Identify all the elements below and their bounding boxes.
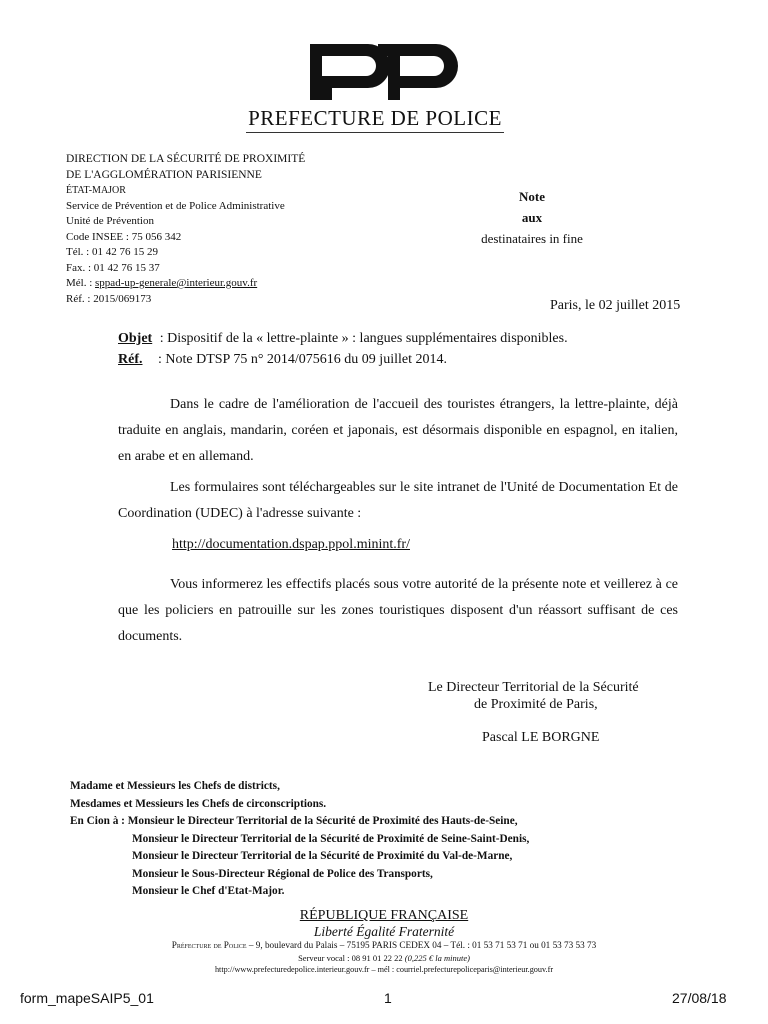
recipients-circonscriptions: Mesdames et Messieurs les Chefs de circonscriptions.	[70, 797, 327, 810]
fax: Fax. : 01 42 76 15 37	[66, 261, 160, 274]
objet-text: : Dispositif de la « lettre-plainte » : langues supplémentaires disponibles.	[159, 331, 568, 346]
signature-title-2: de Proximité de Paris,	[474, 697, 598, 712]
signatory-name: Pascal LE BORGNE	[482, 730, 600, 745]
copy-line-1	[70, 813, 529, 831]
serveur-vocal: Serveur vocal : 08 91 01 22 22	[298, 953, 403, 963]
serveur-price: (0,225 € la minute)	[404, 953, 470, 963]
paragraph-1: Dans le cadre de l'amélioration de l'accueil des touristes étrangers, la lettre-plainte, déjà traduite en anglais, mandarin, coréen et japonais, est désormais disponible en espagnol, en italien, en arabe et en allemand.	[118, 397, 678, 464]
form-identifier: form_mapeSAIP5_01	[20, 990, 154, 1006]
objet-line	[118, 328, 568, 349]
email-line	[66, 276, 305, 292]
letter-date: Paris, le 02 juillet 2015	[550, 298, 681, 313]
copy-label: En Cion à :	[70, 815, 125, 827]
objet-label: Objet	[118, 331, 153, 346]
service-name: Service de Prévention et de Police Administrative	[66, 199, 285, 212]
etat-major: ÉTAT-MAJOR	[66, 185, 126, 196]
note-aux: aux	[521, 210, 543, 225]
ref-line	[118, 349, 447, 370]
copy-recipient: Monsieur le Directeur Territorial de la Sécurité de Proximité de Seine-Saint-Denis,	[132, 832, 530, 845]
address-text: – 9, boulevard du Palais – 75195 PARIS CEDEX 04 – Tél. : 01 53 71 53 71 ou 01 53 73 53 73	[246, 940, 597, 950]
recipients-districts: Madame et Messieurs les Chefs de districts,	[70, 780, 280, 792]
footer-address	[0, 940, 768, 950]
note-title: Note	[519, 189, 545, 204]
address-prefix: Préfecture de Police	[171, 940, 247, 950]
copy-recipient: Monsieur le Directeur Territorial de la Sécurité de Proximité des Hauts-de-Seine,	[127, 815, 518, 827]
ref-label: Réf.	[118, 352, 143, 367]
prefecture-title: PREFECTURE DE POLICE	[248, 106, 502, 130]
paragraph-2: Les formulaires sont téléchargeables sur le site intranet de l'Unité de Documentation Et de Coordination (UDEC) à l'adresse suivante :	[118, 480, 678, 521]
copy-recipient: Monsieur le Sous-Directeur Régional de Police des Transports,	[132, 867, 433, 880]
udec-link[interactable]: http://documentation.dspap.ppol.minint.fr/	[172, 537, 410, 552]
page-number: 1	[384, 990, 392, 1006]
logo-divider	[246, 132, 504, 133]
distribution-block	[70, 778, 529, 901]
footer-web: http://www.prefecturedepolice.interieur.gouv.fr – mél : courriel.prefecturepoliceparis@interieur.gouv.fr	[214, 965, 554, 974]
republique-francaise: RÉPUBLIQUE FRANÇAISE	[299, 908, 469, 923]
footer-republique-wrap	[0, 908, 768, 924]
paragraph-3: Vous informerez les effectifs placés sous votre autorité de la présente note et veillerez à ce que les policiers en patrouille sur les zones touristiques disposent d'un réassort suffisant de ces documents.	[118, 577, 678, 644]
email-label: Mél. :	[66, 277, 96, 289]
ref-text: : Note DTSP 75 n° 2014/075616 du 09 juillet 2014.	[158, 352, 447, 367]
print-date: 27/08/18	[672, 990, 727, 1006]
note-block	[462, 186, 602, 249]
email-link[interactable]: sppad-up-generale@interieur.gouv.fr	[95, 277, 258, 289]
footer-serveur	[0, 953, 768, 963]
telephone: Tél. : 01 42 76 15 29	[66, 246, 158, 258]
note-recipients: destinataires in fine	[481, 231, 583, 246]
copy-recipient: Monsieur le Chef d'Etat-Major.	[132, 885, 285, 897]
insee-code: Code INSEE : 75 056 342	[66, 230, 182, 243]
direction-line-2: DE L'AGGLOMÉRATION PARISIENNE	[66, 168, 262, 181]
pp-monogram-icon	[240, 38, 510, 104]
unit-name: Unité de Prévention	[66, 215, 154, 227]
sender-block	[66, 152, 305, 307]
copy-recipient: Monsieur le Directeur Territorial de la Sécurité de Proximité du Val-de-Marne,	[132, 850, 513, 862]
prefecture-logo	[240, 38, 510, 130]
reference-number: Réf. : 2015/069173	[66, 292, 152, 305]
signature-title-1: Le Directeur Territorial de la Sécurité	[428, 680, 639, 695]
republic-motto: Liberté Égalité Fraternité	[313, 924, 455, 939]
direction-line-1: DIRECTION DE LA SÉCURITÉ DE PROXIMITÉ	[66, 153, 306, 165]
